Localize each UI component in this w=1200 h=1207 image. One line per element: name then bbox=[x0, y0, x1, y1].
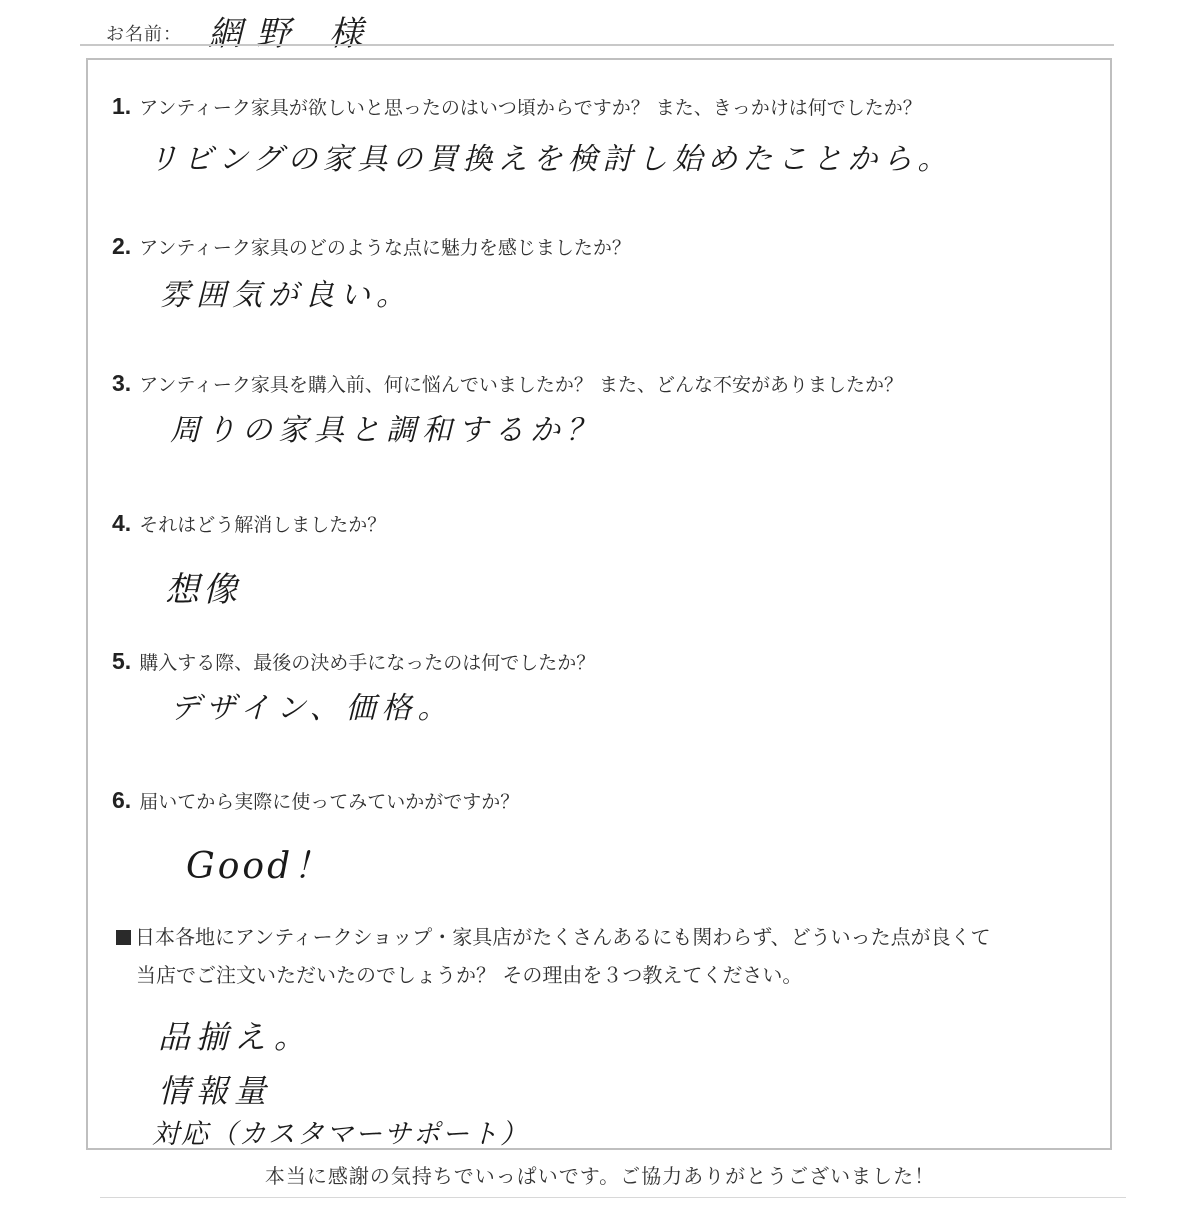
answer-2: 雰囲気が良い。 bbox=[160, 278, 412, 313]
question-4 bbox=[112, 510, 386, 537]
answer-6: Good！ bbox=[186, 846, 333, 887]
question-5 bbox=[112, 648, 595, 675]
question-2 bbox=[112, 233, 631, 260]
footer-divider bbox=[100, 1197, 1126, 1198]
question-1 bbox=[112, 93, 922, 120]
question-1-number: 1. bbox=[112, 93, 132, 119]
answer-5: デザイン、価格。 bbox=[170, 691, 454, 726]
name-underline bbox=[80, 44, 1114, 46]
final-answer-1: 品揃え。 bbox=[158, 1018, 312, 1056]
question-3-text: アンティーク家具を購入前、何に悩んでいましたか？ また、どんな不安がありましたか？ bbox=[139, 374, 903, 396]
question-2-number: 2. bbox=[112, 233, 132, 259]
question-6 bbox=[112, 787, 519, 814]
question-1-text: アンティーク家具が欲しいと思ったのはいつ頃からですか？ また、きっかけは何でしたか？ bbox=[139, 97, 922, 119]
answer-1: リビングの家具の買換えを検討し始めたことから。 bbox=[148, 142, 953, 177]
final-question-line-2: 当店でご注文いただいたのでしょうか？ その理由を３つ教えてください。 bbox=[136, 963, 803, 987]
final-answer-3: 対応（カスタマーサポート） bbox=[152, 1119, 529, 1150]
question-4-text: それはどう解消しましたか？ bbox=[139, 514, 387, 536]
answer-4: 想像 bbox=[165, 570, 241, 610]
question-3 bbox=[112, 370, 903, 397]
question-5-number: 5. bbox=[112, 648, 132, 674]
name-label: お名前： bbox=[106, 24, 182, 45]
question-6-number: 6. bbox=[112, 787, 132, 813]
question-3-number: 3. bbox=[112, 370, 132, 396]
name-value: 網野 様 bbox=[208, 14, 377, 54]
question-6-text: 届いてから実際に使ってみていかがですか？ bbox=[139, 791, 520, 813]
answer-3: 周りの家具と調和するか？ bbox=[170, 413, 602, 448]
question-2-text: アンティーク家具のどのような点に魅力を感じましたか？ bbox=[139, 237, 631, 259]
final-question bbox=[116, 918, 991, 994]
thank-you-footer: 本当に感謝の気持ちでいっぱいです。ご協力ありがとうございました！ bbox=[264, 1164, 936, 1188]
final-question-line-1: 日本各地にアンティークショップ・家具店がたくさんあるにも関わらず、どういった点が良くて bbox=[135, 925, 991, 949]
question-4-number: 4. bbox=[112, 510, 132, 536]
question-5-text: 購入する際、最後の決め手になったのは何でしたか？ bbox=[139, 652, 596, 674]
square-bullet-icon bbox=[116, 930, 131, 945]
final-answer-2: 情報量 bbox=[158, 1072, 273, 1110]
